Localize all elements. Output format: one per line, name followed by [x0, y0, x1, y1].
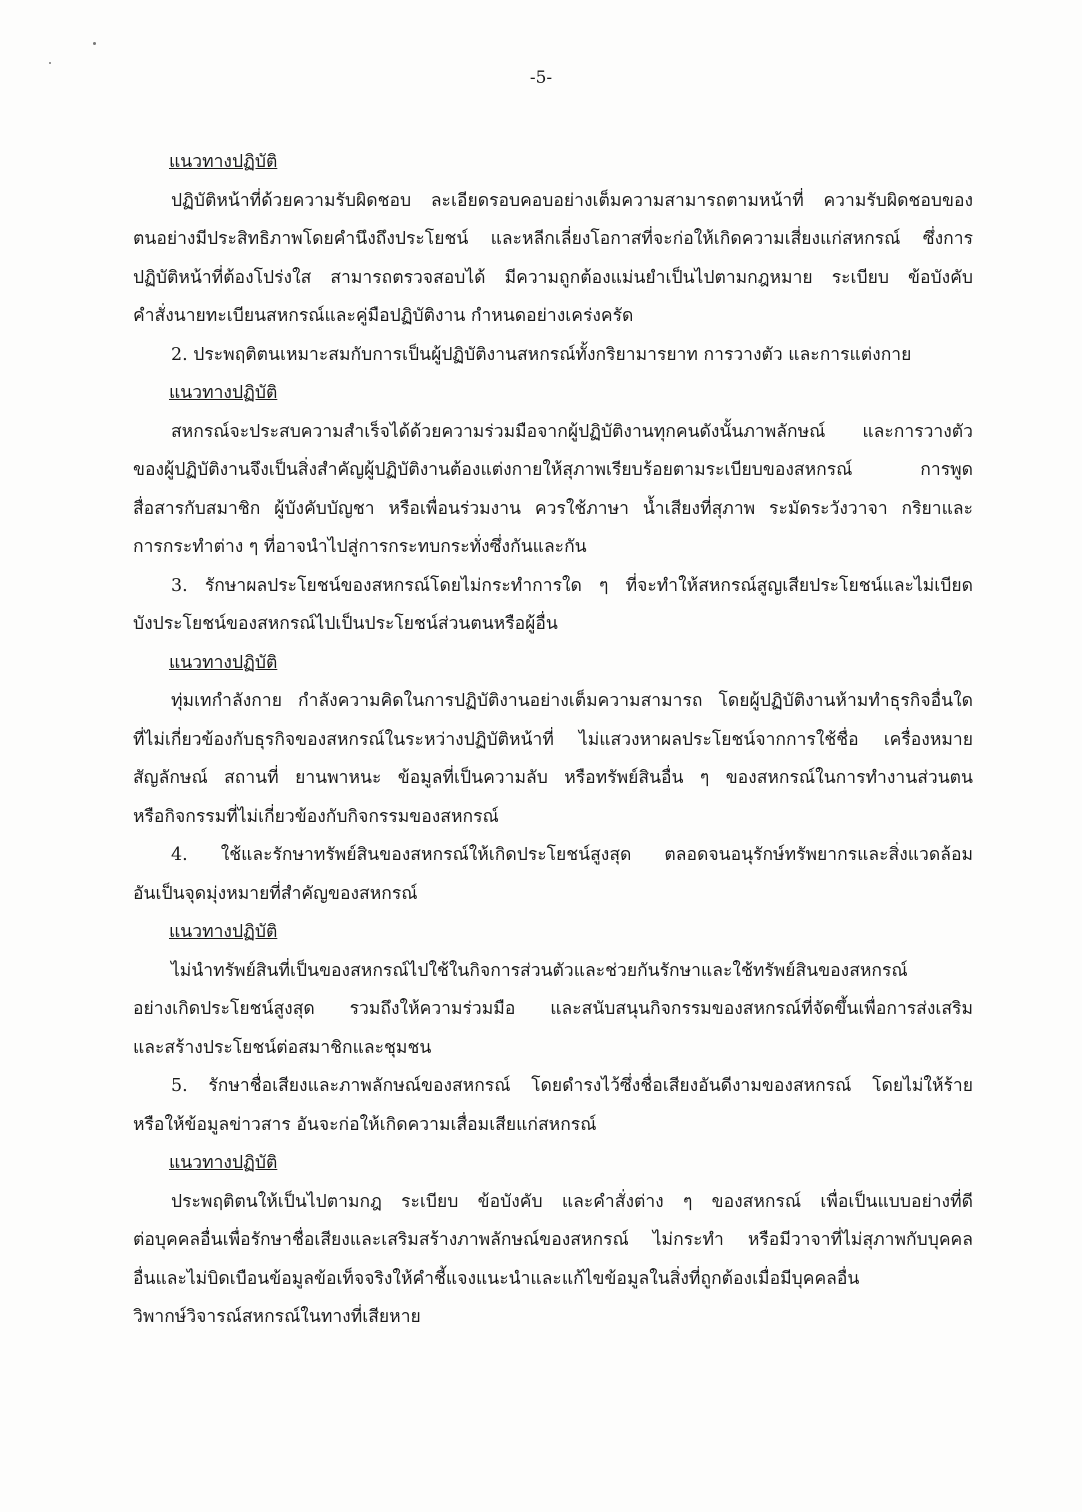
paragraph [133, 336, 973, 375]
text-line: ปฏิบัติหน้าที่ต้องโปร่งใส สามารถตรวจสอบได้ มีความถูกต้องแม่นยำเป็นไปตามกฎหมาย ระเบียบ ข้อบังคับ [133, 267, 973, 288]
text-line: สหกรณ์จะประสบความสำเร็จได้ด้วยความร่วมมือจากผู้ปฏิบัติงานทุกคนดังนั้นภาพลักษณ์ และการวางตัว [171, 421, 973, 442]
text-line: สัญลักษณ์ สถานที่ ยานพาหนะ ข้อมูลที่เป็นความลับ หรือทรัพย์สินอื่น ๆ ของสหกรณ์ในการทำงานส่วนตน [133, 768, 973, 788]
text-line: สื่อสารกับสมาชิก ผู้บังคับบัญชา หรือเพื่อนร่วมงาน ควรใช้ภาษา น้ำเสียงที่สุภาพ ระมัดระวังวาจา กริยาและ [133, 498, 973, 519]
paragraph [133, 682, 973, 836]
scan-speck [93, 42, 96, 45]
section-heading: แนวทางปฏิบัติ [169, 383, 278, 403]
text-line: อื่นและไม่บิดเบือนข้อมูลข้อเท็จจริงให้คำชี้แจงแนะนำและแก้ไขข้อมูลในสิ่งที่ถูกต้องเมื่อมีบุคคลอื่น [133, 1268, 860, 1289]
text-line: ปฏิบัติหน้าที่ด้วยความรับผิดชอบ ละเอียดรอบคอบอย่างเต็มความสามารถตามหน้าที่ ความรับผิดชอบของ [171, 190, 973, 211]
text-line: และสร้างประโยชน์ต่อสมาชิกและชุมชน [133, 1037, 432, 1058]
text-line: อันเป็นจุดมุ่งหมายที่สำคัญของสหกรณ์ [133, 883, 418, 904]
text-line: 3. รักษาผลประโยชน์ของสหกรณ์โดยไม่กระทำการใด ๆ ที่จะทำให้สหกรณ์สูญเสียประโยชน์และไม่เบียด [171, 575, 973, 596]
scan-speck [49, 62, 51, 64]
text-line: ที่ไม่เกี่ยวข้องกับธุรกิจของสหกรณ์ในระหว่างปฏิบัติหน้าที่ ไม่แสวงหาผลประโยชน์จากการใช้ชื่อ เครื่องหมาย [133, 729, 973, 750]
text-line: วิพากษ์วิจารณ์สหกรณ์ในทางที่เสียหาย [133, 1307, 421, 1327]
text-line: ประพฤติตนให้เป็นไปตามกฎ ระเบียบ ข้อบังคับ และคำสั่งต่าง ๆ ของสหกรณ์ เพื่อเป็นแบบอย่างที่ดี [171, 1191, 973, 1212]
paragraph [133, 1067, 973, 1144]
text-line: ต่อบุคคลอื่นเพื่อรักษาชื่อเสียงและเสริมสร้างภาพลักษณ์ของสหกรณ์ ไม่กระทำ หรือมีวาจาที่ไม่สุภาพกับบุคคล [133, 1230, 973, 1250]
text-line: ตนอย่างมีประสิทธิภาพโดยคำนึงถึงประโยชน์ และหลีกเลี่ยงโอกาสที่จะก่อให้เกิดความเสี่ยงแก่สหกรณ์ ซึ่งการ [133, 229, 973, 249]
text-line: คำสั่งนายทะเบียนสหกรณ์และคู่มือปฏิบัติงาน กำหนดอย่างเคร่งครัด [133, 306, 634, 326]
text-line: การกระทำต่าง ๆ ที่อาจนำไปสู่การกระทบกระทั่งซึ่งกันและกัน [133, 537, 587, 557]
document-body [133, 143, 973, 1337]
text-line: 2. ประพฤติตนเหมาะสมกับการเป็นผู้ปฏิบัติงานสหกรณ์ทั้งกริยามารยาท การวางตัว และการแต่งกาย [171, 344, 912, 365]
text-line: ทุ่มเทกำลังกาย กำลังความคิดในการปฏิบัติงานอย่างเต็มความสามารถ โดยผู้ปฏิบัติงานห้ามทำธุรกิจอื่นใด [171, 691, 973, 711]
text-line: หรือให้ข้อมูลข่าวสาร อันจะก่อให้เกิดความเสื่อมเสียแก่สหกรณ์ [133, 1114, 597, 1135]
paragraph [133, 1183, 973, 1337]
paragraph [133, 182, 973, 336]
paragraph [133, 952, 973, 1068]
page-number: -5- [529, 68, 553, 88]
section-heading: แนวทางปฏิบัติ [169, 652, 278, 673]
text-line: 4. ใช้และรักษาทรัพย์สินของสหกรณ์ให้เกิดประโยชน์สูงสุด ตลอดจนอนุรักษ์ทรัพยากรและสิ่งแวดล้อม [171, 845, 973, 865]
text-line: หรือกิจกรรมที่ไม่เกี่ยวข้องกับกิจกรรมของสหกรณ์ [133, 806, 499, 827]
text-line: บังประโยชน์ของสหกรณ์ไปเป็นประโยชน์ส่วนตนหรือผู้อื่น [133, 614, 558, 634]
paragraph [133, 567, 973, 644]
section-heading: แนวทางปฏิบัติ [169, 922, 278, 942]
paragraph [133, 836, 973, 913]
text-line: 5. รักษาชื่อเสียงและภาพลักษณ์ของสหกรณ์ โดยดำรงไว้ซึ่งชื่อเสียงอันดีงามของสหกรณ์ โดยไม่ให้ร้าย [171, 1076, 973, 1096]
section-heading: แนวทางปฏิบัติ [169, 152, 278, 172]
text-line: ไม่นำทรัพย์สินที่เป็นของสหกรณ์ไปใช้ในกิจการส่วนตัวและช่วยกันรักษาและใช้ทรัพย์สินของสหกรณ์ [171, 960, 908, 981]
paragraph [133, 413, 973, 567]
text-line: ของผู้ปฏิบัติงานจึงเป็นสิ่งสำคัญผู้ปฏิบัติงานต้องแต่งกายให้สุภาพเรียบร้อยตามระเบียบของสหกรณ์ การพูด [133, 460, 973, 480]
text-line: อย่างเกิดประโยชน์สูงสุด รวมถึงให้ความร่วมมือ และสนับสนุนกิจกรรมของสหกรณ์ที่จัดขึ้นเพื่อการส่งเสริม [133, 999, 973, 1019]
section-heading: แนวทางปฏิบัติ [169, 1153, 278, 1173]
